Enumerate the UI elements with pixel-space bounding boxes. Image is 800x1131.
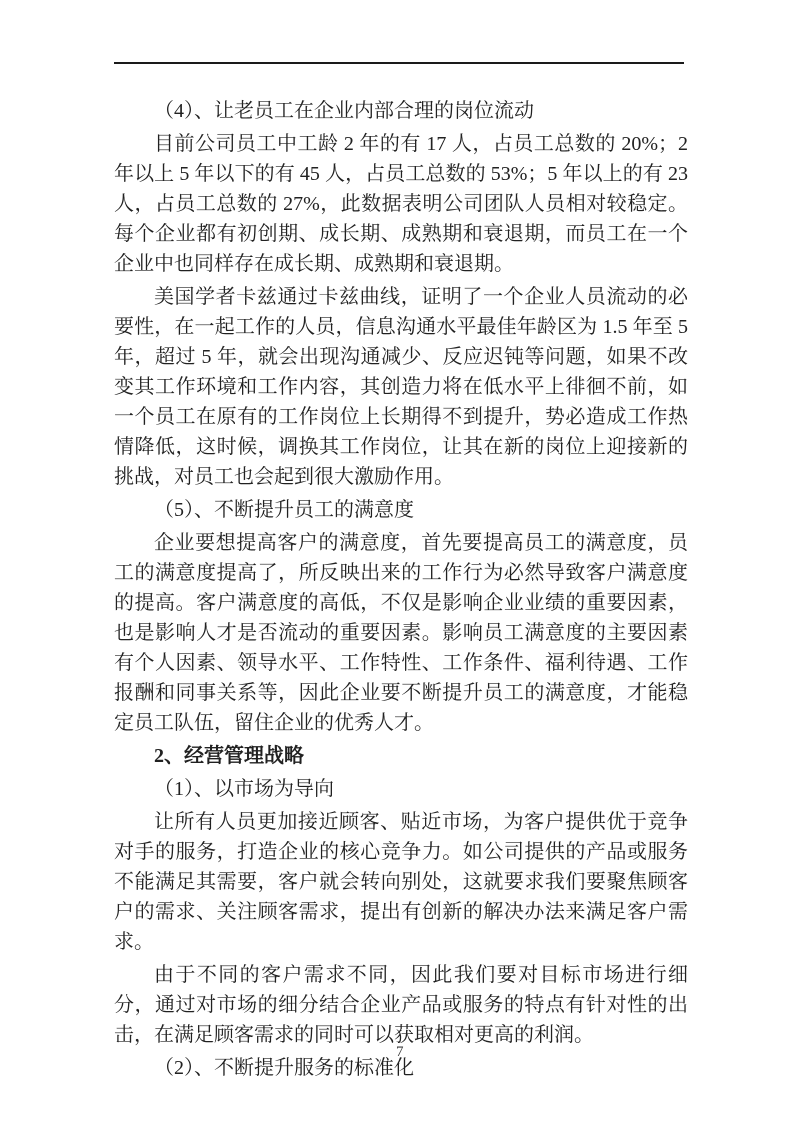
paragraph-market-oriented: 让所有人员更加接近顾客、贴近市场，为客户提供优于竞争对手的服务，打造企业的核心竞争力。如公司提供的产品或服务不能满足其需要，客户就会转向别处，这就要求我们要聚焦顾客户的需求、关注顾客需求，提出有创新的解决办法来满足客户需求。 — [114, 811, 688, 953]
paragraph-segmentation: 由于不同的客户需求不同，因此我们要对目标市场进行细分，通过对市场的细分结合企业产品或服务的特点有针对性的出击，在满足顾客需求的同时可以获取相对更高的利润。 — [114, 964, 688, 1046]
heading-item-4: （4）、让老员工在企业内部合理的岗位流动 — [154, 100, 534, 122]
page-number: 7 — [396, 1044, 404, 1060]
heading-item-1: （1）、以市场为导向 — [154, 778, 334, 800]
header-rule — [114, 62, 684, 64]
paragraph-satisfaction: 企业要想提高客户的满意度，首先要提高员工的满意度，员工的满意度提高了，所反映出来的工作行为必然导致客户满意度的提高。客户满意度的高低，不仅是影响企业业绩的重要因素，也是影响人才是否流动的重要因素。影响员工满意度的主要因素有个人因素、领导水平、工作特性、工作条件、福利待遇、工作报酬和同事关系等，因此企业要不断提升员工的满意度，才能稳定员工队伍，留住企业的优秀人才。 — [114, 532, 688, 734]
heading-item-2: （2）、不断提升服务的标准化 — [154, 1057, 414, 1079]
paragraph-staff-tenure: 目前公司员工中工龄 2 年的有 17 人，占员工总数的 20%；2 年以上 5 年以下的有 45 人，占员工总数的 53%；5 年以上的有 23 人，占员工总数的 27%，此数据表明公司团队人员相对较稳定。每个企业都有初创期、成长期、成熟期和衰退期，而员工在一个企业中也同样存在成长期、成熟期和衰退期。 — [114, 133, 688, 275]
paragraph-katz-curve: 美国学者卡兹通过卡兹曲线，证明了一个企业人员流动的必要性，在一起工作的人员，信息沟通水平最佳年龄区为 1.5 年至 5 年，超过 5 年，就会出现沟通减少、反应迟钝等问题，如果不改变其工作环境和工作内容，其创造力将在低水平上徘徊不前，如一个员工在原有的工作岗位上长期得不到提升，势必造成工作热情降低，这时候，调换其工作岗位，让其在新的岗位上迎接新的挑战，对员工也会起到很大激励作用。 — [114, 286, 688, 488]
heading-item-5: （5）、不断提升员工的满意度 — [154, 499, 414, 521]
heading-section-2: 2、经营管理战略 — [154, 745, 304, 767]
document-body — [114, 96, 688, 1086]
